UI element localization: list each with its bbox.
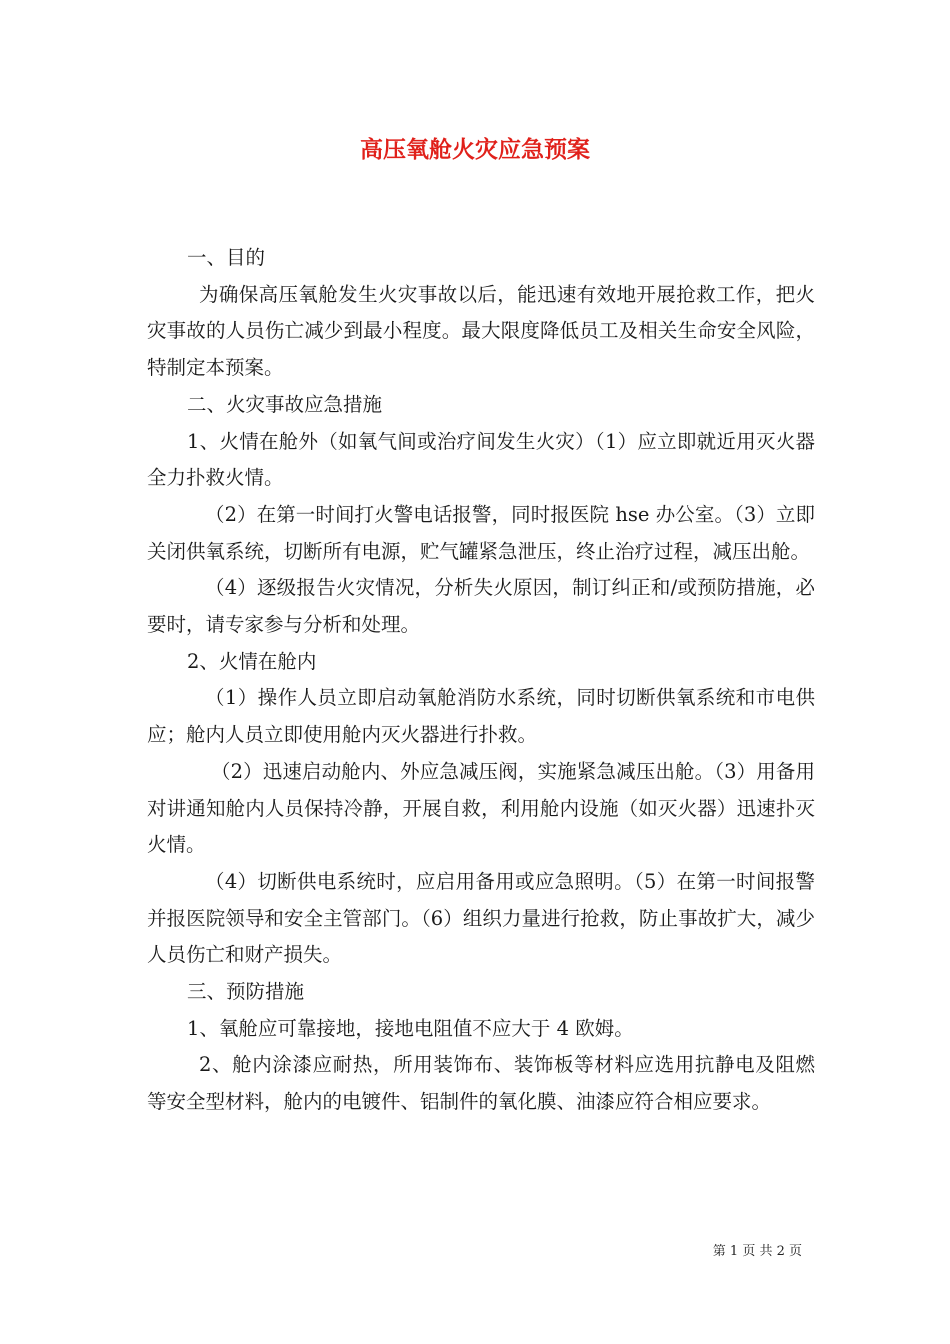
- paragraph-prevention-2: 2、舱内涂漆应耐热，所用装饰布、装饰板等材料应选用抗静电及阻燃等安全型材料，舱内的电镀件、铝制件的氧化膜、油漆应符合相应要求。: [147, 1053, 815, 1114]
- document-title: 高压氧舱火灾应急预案: [360, 136, 590, 163]
- section-heading-purpose: 一、目的: [187, 246, 266, 269]
- section-heading-prevention: 三、预防措施: [187, 980, 305, 1004]
- paragraph-purpose: 为确保高压氧舱发生火灾事故以后，能迅速有效地开展抢救工作，把火灾事故的人员伤亡减少到最小程度。最大限度降低员工及相关生命安全风险，特制定本预案。: [147, 282, 815, 380]
- paragraph-inside-step-2-3: （2）迅速启动舱内、外应急减压阀，实施紧急减压出舱。（3）用备用对讲通知舱内人员保持冷静，开展自救，利用舱内设施（如灭火器）迅速扑灭火情。: [147, 759, 815, 857]
- paragraph-outside-step-2-3: （2）在第一时间打火警电话报警，同时报医院 hse 办公室。（3）立即关闭供氧系统，切断所有电源，贮气罐紧急泄压，终止治疗过程，减压出舱。: [147, 502, 815, 563]
- document-body: [147, 240, 815, 1121]
- paragraph-prevention-1: 1、氧舱应可靠接地，接地电阻值不应大于 4 欧姆。: [187, 1016, 634, 1040]
- paragraph-fire-outside-cabin: 1、火情在舱外（如氧气间或治疗间发生火灾）（1）应立即就近用灭火器全力扑救火情。: [147, 429, 815, 490]
- page-number-footer: 第 1 页 共 2 页: [712, 1244, 802, 1259]
- section-heading-emergency-measures: 二、火灾事故应急措施: [187, 392, 383, 416]
- subheading-fire-inside-cabin: 2、火情在舱内: [187, 649, 317, 673]
- paragraph-inside-step-1: （1）操作人员立即启动氧舱消防水系统，同时切断供氧系统和市电供应；舱内人员立即使用舱内灭火器进行扑救。: [147, 686, 815, 747]
- paragraph-outside-step-4: （4）逐级报告火灾情况，分析失火原因，制订纠正和/或预防措施，必要时，请专家参与分析和处理。: [147, 576, 815, 637]
- paragraph-inside-step-4-6: （4）切断供电系统时，应启用备用或应急照明。（5）在第一时间报警并报医院领导和安全主管部门。（6）组织力量进行抢救，防止事故扩大，减少人员伤亡和财产损失。: [147, 869, 815, 967]
